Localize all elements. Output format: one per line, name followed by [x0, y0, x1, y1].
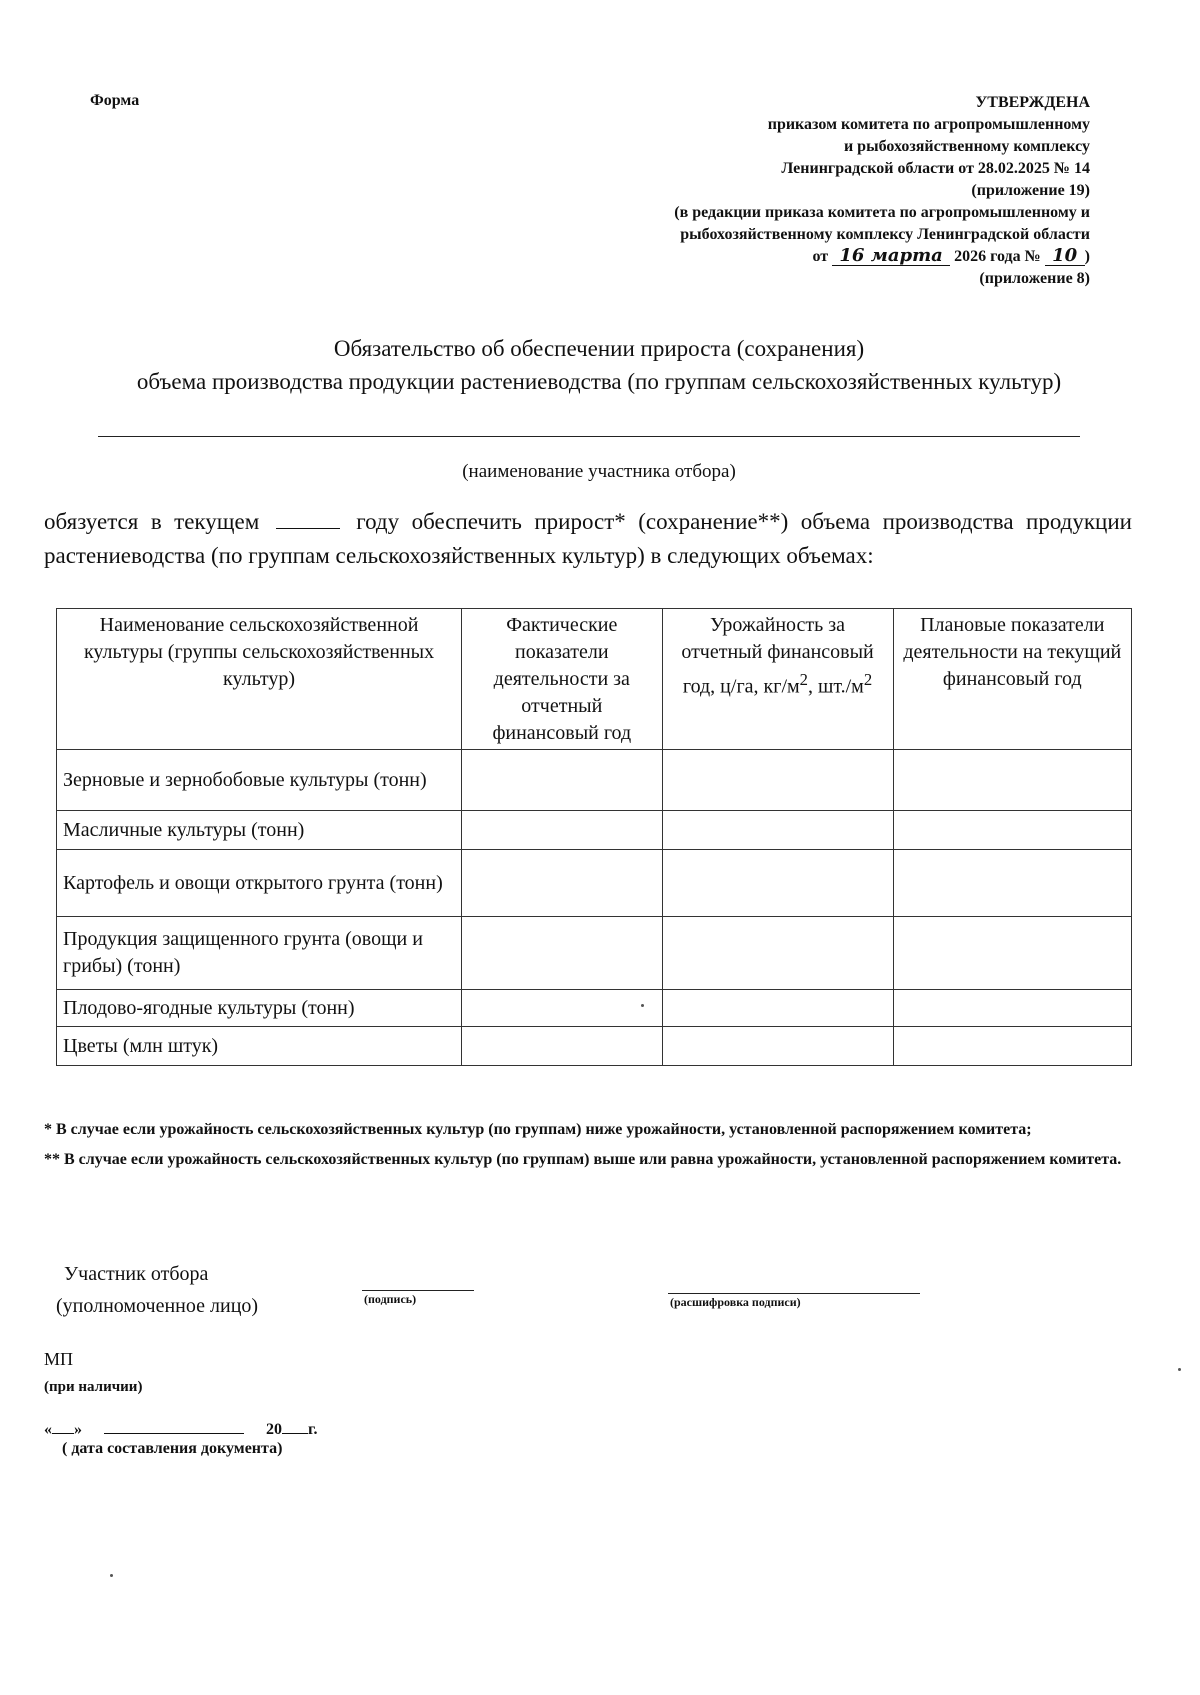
- approval-line: приказом комитета по агропромышленному: [767, 116, 1090, 133]
- yield-value-cell[interactable]: [662, 917, 893, 990]
- yield-value-cell[interactable]: [662, 750, 893, 811]
- actual-value-cell[interactable]: [462, 990, 662, 1027]
- date-day-blank[interactable]: [52, 1418, 74, 1434]
- approval-year-text: 2026 года №: [954, 248, 1041, 265]
- table-row: [57, 750, 1132, 811]
- actual-value-cell[interactable]: [462, 1027, 662, 1066]
- handwritten-order-number: 10: [1045, 247, 1085, 266]
- stamp-label: МП: [44, 1349, 74, 1369]
- date-year-blank[interactable]: [282, 1418, 308, 1434]
- planned-value-cell[interactable]: [893, 990, 1131, 1027]
- obligation-part-1: обязуется в текущем: [44, 509, 260, 534]
- approval-line: Ленинградской области от 28.02.2025 № 14: [781, 160, 1090, 177]
- planned-value-cell[interactable]: [893, 1027, 1131, 1066]
- crop-name-cell: Продукция защищенного грунта (овощи и грибы) (тонн): [57, 917, 462, 990]
- header-yield-sup: 2: [799, 670, 808, 689]
- planned-value-cell[interactable]: [893, 917, 1131, 990]
- approval-closing-paren: ): [1084, 248, 1090, 265]
- table-row: [57, 990, 1132, 1027]
- footnote-2: ** В случае если урожайность сельскохозяйственных культур (по группам) выше или равна урожайности, установленной распоряжением комитета.: [44, 1151, 1122, 1168]
- date-year-suffix: г.: [308, 1421, 318, 1438]
- header-planned-indicators: Плановые показатели деятельности на текущий финансовый год: [893, 609, 1131, 750]
- actual-value-cell[interactable]: [462, 811, 662, 850]
- yield-value-cell[interactable]: [662, 850, 893, 917]
- actual-value-cell[interactable]: [462, 850, 662, 917]
- actual-value-cell[interactable]: [462, 917, 662, 990]
- signer-label-line-1: Участник отбора: [64, 1263, 209, 1285]
- scan-speck: [110, 1574, 113, 1577]
- crop-name-cell: Масличные культуры (тонн): [57, 811, 462, 850]
- yield-value-cell[interactable]: [662, 990, 893, 1027]
- title-line-1: Обязательство об обеспечении прироста (сохранения): [333, 336, 865, 361]
- approval-stamp-block: [530, 92, 1090, 290]
- planned-value-cell[interactable]: [893, 750, 1131, 811]
- header-yield-text: Урожайность за отчетный финансовый год, ц/га, кг/м: [681, 614, 874, 698]
- scan-speck: [641, 1004, 644, 1007]
- crop-name-cell: Зерновые и зернобобовые культуры (тонн): [57, 750, 462, 811]
- signer-label-line-2: (уполномоченное лицо): [56, 1295, 259, 1317]
- header-yield-sup: 2: [863, 670, 873, 689]
- crop-name-cell: Плодово-ягодные культуры (тонн): [57, 990, 462, 1027]
- date-year-prefix: 20: [266, 1421, 282, 1438]
- approval-date-line: [530, 246, 1090, 268]
- approval-line: (приложение 19): [971, 182, 1090, 199]
- footnote-1: * В случае если урожайность сельскохозяйственных культур (по группам) ниже урожайности, установленной распоряжением комитета;: [44, 1121, 1032, 1138]
- approval-title: УТВЕРЖДЕНА: [975, 94, 1090, 111]
- planned-value-cell[interactable]: [893, 811, 1131, 850]
- table-row: [57, 850, 1132, 917]
- header-yield-units: , шт./м: [807, 675, 864, 698]
- crop-name-cell: Цветы (млн штук): [57, 1027, 462, 1066]
- table-row: [57, 917, 1132, 990]
- obligation-part-2: году обеспечить прирост* (сохранение**) объема производства продукции растениеводства (по группам сельскохозяйственных культур) в следующих объемах:: [44, 509, 1132, 568]
- date-close-quote: »: [74, 1421, 82, 1438]
- header-actual-indicators: Фактические показатели деятельности за отчетный финансовый год: [462, 609, 662, 750]
- header-crop-name: Наименование сельскохозяйственной культуры (группы сельскохозяйственных культур): [57, 609, 462, 750]
- approval-from-prefix: от: [812, 248, 829, 265]
- approval-line: и рыбохозяйственному комплексу: [843, 138, 1090, 155]
- date-row: [44, 1418, 317, 1439]
- actual-value-cell[interactable]: [462, 750, 662, 811]
- obligation-text: [44, 505, 1132, 573]
- table-row: [57, 1027, 1132, 1066]
- signer-label: [56, 1258, 258, 1322]
- form-label: Форма: [90, 92, 140, 109]
- crop-name-cell: Картофель и овощи открытого грунта (тонн): [57, 850, 462, 917]
- signature-line[interactable]: [362, 1290, 474, 1291]
- yield-value-cell[interactable]: [662, 1027, 893, 1066]
- approval-line: (в редакции приказа комитета по агропромышленному и: [674, 204, 1090, 221]
- planned-value-cell[interactable]: [893, 850, 1131, 917]
- handwritten-date: 16 марта: [832, 247, 950, 266]
- approval-line: рыбохозяйственному комплексу Ленинградской области: [680, 226, 1090, 243]
- signature-decoding-line[interactable]: [668, 1293, 920, 1294]
- stamp-placeholder: [44, 1345, 142, 1401]
- date-caption: ( дата составления документа): [62, 1440, 283, 1457]
- signature-decoding-caption: (расшифровка подписи): [670, 1295, 801, 1309]
- scan-speck: [1178, 1368, 1181, 1371]
- table-header-row: [57, 609, 1132, 750]
- date-month-blank[interactable]: [104, 1418, 244, 1434]
- yield-value-cell[interactable]: [662, 811, 893, 850]
- table-row: [57, 811, 1132, 850]
- date-open-quote: «: [44, 1421, 52, 1438]
- year-blank: [276, 510, 340, 529]
- footnotes: [44, 1117, 1132, 1177]
- participant-name-caption: (наименование участника отбора): [462, 461, 736, 482]
- approval-line: (приложение 8): [979, 270, 1090, 287]
- title-line-2: объема производства продукции растениеводства (по группам сельскохозяйственных культур): [136, 369, 1062, 394]
- document-title: [40, 332, 1158, 398]
- signature-caption: (подпись): [364, 1292, 417, 1306]
- header-yield: [662, 609, 893, 750]
- crop-volume-table: [56, 608, 1132, 1066]
- stamp-sub: (при наличии): [44, 1379, 143, 1395]
- participant-name-line: [98, 436, 1080, 437]
